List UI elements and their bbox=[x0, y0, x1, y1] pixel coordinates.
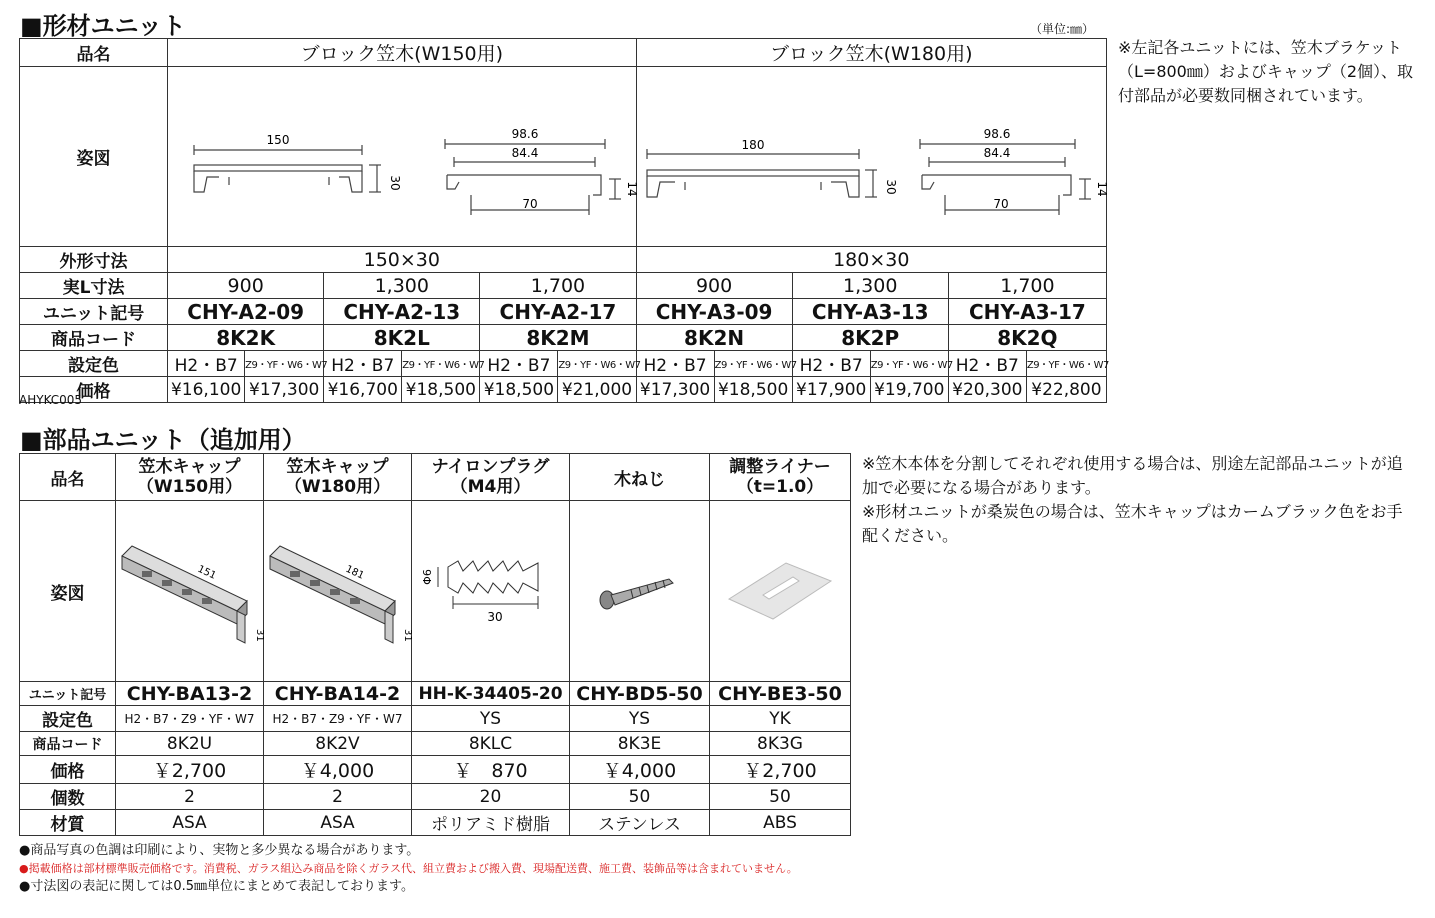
color-cell: H2・B7 bbox=[168, 351, 245, 377]
side-note-3: ※形材ユニットが桑炭色の場合は、笠木キャップはカームブラック色をお手配ください。 bbox=[862, 502, 1403, 545]
length-cell: 900 bbox=[168, 273, 324, 299]
price-cell: ￥4,000 bbox=[264, 756, 412, 784]
item-name-cap150: 笠木キャップ （W150用） bbox=[116, 454, 264, 501]
price-cell: ￥2,700 bbox=[116, 756, 264, 784]
price-cell: ¥22,800 bbox=[1026, 377, 1106, 403]
price-cell: ¥20,300 bbox=[948, 377, 1026, 403]
label-price: 価格 bbox=[20, 377, 168, 403]
material-cell: ステンレス bbox=[570, 810, 710, 836]
figure-w150 bbox=[168, 67, 639, 247]
cap-drawing bbox=[117, 501, 263, 677]
color-cell: H2・B7 bbox=[792, 351, 870, 377]
length-cell: 900 bbox=[636, 273, 792, 299]
label-name: 品名 bbox=[20, 454, 116, 501]
product-code-cell: 8K2N bbox=[636, 325, 792, 351]
price-cell: ¥21,000 bbox=[558, 377, 636, 403]
price-cell: ￥ 870 bbox=[412, 756, 570, 784]
label-count: 個数 bbox=[20, 784, 116, 810]
unit-code-cell: CHY-A3-09 bbox=[636, 299, 792, 325]
count-cell: 50 bbox=[710, 784, 851, 810]
outer-w150: 150×30 bbox=[168, 247, 636, 273]
item-name-plug: ナイロンプラグ （M4用） bbox=[412, 454, 570, 501]
profile-drawing-w180 bbox=[637, 67, 1110, 242]
product-code-cell: 8K3G bbox=[710, 732, 851, 756]
section2-title: ■部品ユニット（追加用） bbox=[20, 426, 306, 454]
footnote-1: ●商品写真の色調は印刷により、実物と多少異なる場合があります。 bbox=[19, 843, 420, 858]
outer-w180: 180×30 bbox=[636, 247, 1106, 273]
length-cell: 1,300 bbox=[324, 273, 480, 299]
price-cell: ¥18,500 bbox=[402, 377, 480, 403]
item-name-screw: 木ねじ bbox=[570, 454, 710, 501]
product-code-cell: 8K2P bbox=[792, 325, 948, 351]
dim-len: 181 bbox=[343, 563, 366, 582]
price-cell: ¥17,300 bbox=[245, 377, 324, 403]
label-outer: 外形寸法 bbox=[20, 247, 168, 273]
unit-code-cell: CHY-BD5-50 bbox=[570, 682, 710, 706]
dim-len: 30 bbox=[486, 610, 503, 624]
color-cell: H2・B7 bbox=[948, 351, 1026, 377]
unit-code-cell: CHY-BA14-2 bbox=[264, 682, 412, 706]
footnote-3: ●寸法図の表記に関しては0.5㎜単位にまとめて表記しております。 bbox=[19, 879, 414, 894]
color-cell: H2・B7 bbox=[480, 351, 558, 377]
price-cell: ¥16,100 bbox=[168, 377, 245, 403]
color-cell: Z9・YF・W6・W7 bbox=[714, 351, 792, 377]
material-cell: ASA bbox=[264, 810, 412, 836]
price-cell: ¥17,900 bbox=[792, 377, 870, 403]
price-cell: ¥18,500 bbox=[714, 377, 792, 403]
label-product-code: 商品コード bbox=[20, 732, 116, 756]
color-cell: Z9・YF・W6・W7 bbox=[558, 351, 636, 377]
figure-code: AHYKC005 bbox=[19, 393, 83, 407]
dim-height: 30 bbox=[884, 179, 899, 195]
footnote-2: ●掲載価格は部材標準販売価格です。消費税、ガラス組込み商品を除くガラス代、組立費および搬入費、現場配送費、施工費、装飾品等は含まれていません。 bbox=[19, 862, 798, 875]
length-cell: 1,700 bbox=[480, 273, 636, 299]
dim-inner-bottom: 70 bbox=[522, 197, 538, 211]
product-code-cell: 8K2M bbox=[480, 325, 636, 351]
color-cell: YK bbox=[710, 706, 851, 732]
profile-drawing-w150 bbox=[169, 67, 639, 242]
figure-liner bbox=[710, 501, 851, 682]
dim-inner-top: 98.6 bbox=[983, 127, 1011, 141]
count-cell: 50 bbox=[570, 784, 710, 810]
count-cell: 2 bbox=[264, 784, 412, 810]
color-cell: YS bbox=[570, 706, 710, 732]
length-cell: 1,700 bbox=[948, 273, 1106, 299]
unit-code-cell: CHY-A2-17 bbox=[480, 299, 636, 325]
color-cell: H2・B7・Z9・YF・W7 bbox=[116, 706, 264, 732]
dim-inner-h: 14 bbox=[624, 181, 639, 197]
count-cell: 20 bbox=[412, 784, 570, 810]
dim-width: 150 bbox=[266, 133, 290, 147]
unit-code-cell: CHY-A2-13 bbox=[324, 299, 480, 325]
color-cell: Z9・YF・W6・W7 bbox=[1026, 351, 1106, 377]
unit-code-cell: CHY-BE3-50 bbox=[710, 682, 851, 706]
label-length: 実L寸法 bbox=[20, 273, 168, 299]
dim-width: 180 bbox=[741, 138, 765, 152]
screw-drawing bbox=[571, 501, 709, 677]
price-cell: ¥17,300 bbox=[636, 377, 714, 403]
color-cell: H2・B7 bbox=[636, 351, 714, 377]
dim-h: 31 bbox=[401, 629, 413, 642]
figure-cap150 bbox=[116, 501, 264, 682]
price-cell: ¥18,500 bbox=[480, 377, 558, 403]
dim-inner-h: 14 bbox=[1095, 181, 1110, 197]
product-code-cell: 8K2U bbox=[116, 732, 264, 756]
side-note-2: ※笠木本体を分割してそれぞれ使用する場合は、別途左記部品ユニットが追加で必要になる場合があります。 bbox=[862, 454, 1403, 497]
label-unit-code: ユニット記号 bbox=[20, 682, 116, 706]
dim-len: 151 bbox=[195, 563, 218, 582]
dim-h: 31 bbox=[253, 629, 265, 642]
price-cell: ¥19,700 bbox=[870, 377, 948, 403]
item-name-liner: 調整ライナー （t=1.0） bbox=[710, 454, 851, 501]
label-material: 材質 bbox=[20, 810, 116, 836]
parts-unit-table bbox=[19, 453, 851, 836]
unit-code-cell: HH-K-34405-20 bbox=[412, 682, 570, 706]
label-unit-code: ユニット記号 bbox=[20, 299, 168, 325]
product-code-cell: 8K3E bbox=[570, 732, 710, 756]
color-cell: YS bbox=[412, 706, 570, 732]
label-figure: 姿図 bbox=[20, 67, 168, 247]
color-cell: H2・B7 bbox=[324, 351, 402, 377]
unit-code-cell: CHY-A3-17 bbox=[948, 299, 1106, 325]
price-cell: ￥2,700 bbox=[710, 756, 851, 784]
material-cell: ABS bbox=[710, 810, 851, 836]
price-cell: ¥16,700 bbox=[324, 377, 402, 403]
group-name-w180: ブロック笠木(W180用) bbox=[636, 39, 1106, 67]
item-name-cap180: 笠木キャップ （W180用） bbox=[264, 454, 412, 501]
figure-w180 bbox=[636, 67, 1110, 247]
profile-unit-table bbox=[19, 38, 1110, 403]
label-name: 品名 bbox=[20, 39, 168, 67]
dim-inner-top: 98.6 bbox=[511, 127, 539, 141]
product-code-cell: 8K2V bbox=[264, 732, 412, 756]
label-product-code: 商品コード bbox=[20, 325, 168, 351]
unit-note: （単位:㎜） bbox=[1030, 22, 1095, 36]
figure-plug bbox=[412, 501, 570, 682]
figure-screw bbox=[570, 501, 710, 682]
count-cell: 2 bbox=[116, 784, 264, 810]
group-name-w150: ブロック笠木(W150用) bbox=[168, 39, 636, 67]
color-cell: Z9・YF・W6・W7 bbox=[402, 351, 480, 377]
liner-drawing bbox=[711, 501, 850, 677]
unit-code-cell: CHY-A2-09 bbox=[168, 299, 324, 325]
dim-height: 30 bbox=[387, 175, 402, 191]
unit-code-cell: CHY-BA13-2 bbox=[116, 682, 264, 706]
material-cell: ASA bbox=[116, 810, 264, 836]
color-cell: Z9・YF・W6・W7 bbox=[870, 351, 948, 377]
material-cell: ポリアミド樹脂 bbox=[412, 810, 570, 836]
length-cell: 1,300 bbox=[792, 273, 948, 299]
dim-inner-mid: 84.4 bbox=[511, 146, 539, 160]
price-cell: ￥4,000 bbox=[570, 756, 710, 784]
unit-code-cell: CHY-A3-13 bbox=[792, 299, 948, 325]
cap-drawing bbox=[265, 501, 411, 677]
label-color: 設定色 bbox=[20, 706, 116, 732]
product-code-cell: 8KLC bbox=[412, 732, 570, 756]
label-price: 価格 bbox=[20, 756, 116, 784]
label-figure: 姿図 bbox=[20, 501, 116, 682]
label-color: 設定色 bbox=[20, 351, 168, 377]
product-code-cell: 8K2Q bbox=[948, 325, 1106, 351]
product-code-cell: 8K2L bbox=[324, 325, 480, 351]
side-note-1: ※左記各ユニットには、笠木ブラケット（L=800㎜）およびキャップ（2個）、取付部品が必要数同梱されています。 bbox=[1118, 38, 1414, 105]
dim-inner-bottom: 70 bbox=[993, 197, 1009, 211]
dim-inner-mid: 84.4 bbox=[983, 146, 1011, 160]
figure-cap180 bbox=[264, 501, 412, 682]
color-cell: Z9・YF・W6・W7 bbox=[245, 351, 324, 377]
product-code-cell: 8K2K bbox=[168, 325, 324, 351]
section1-title: ■形材ユニット bbox=[20, 12, 186, 40]
color-cell: H2・B7・Z9・YF・W7 bbox=[264, 706, 412, 732]
dim-h: Φ6 bbox=[420, 569, 434, 585]
plug-drawing bbox=[413, 501, 569, 677]
